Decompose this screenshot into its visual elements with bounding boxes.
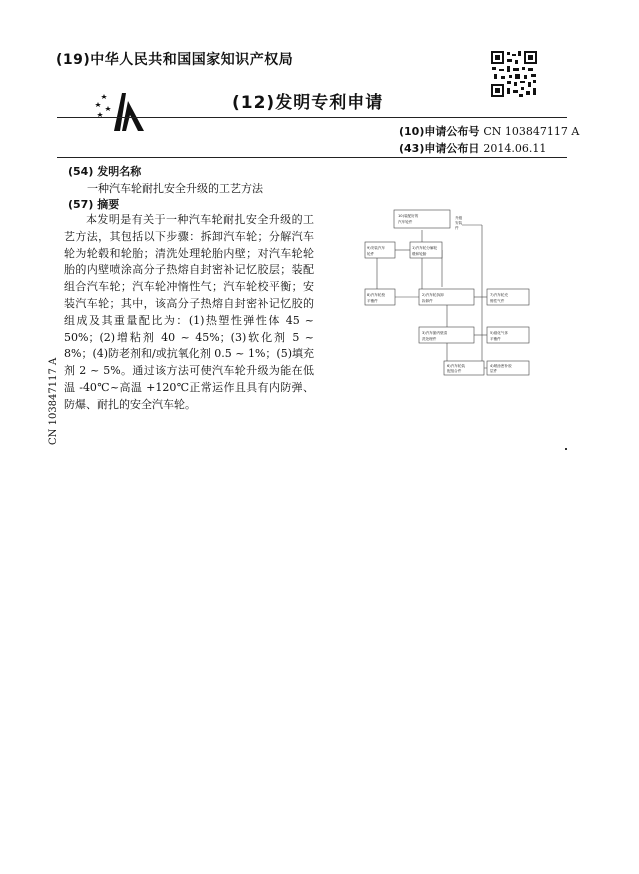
diagram-box-4 bbox=[487, 361, 529, 375]
svg-text:平衡件: 平衡件 bbox=[490, 337, 501, 341]
diagram-box-3 bbox=[419, 327, 474, 343]
header-rule-2 bbox=[57, 157, 567, 158]
svg-text:6)汽车轮装: 6)汽车轮装 bbox=[447, 364, 466, 368]
title-heading: (54) 发明名称 bbox=[68, 165, 142, 178]
publication-date-value: 2014.06.11 bbox=[483, 142, 547, 155]
publication-number-value: CN 103847117 A bbox=[483, 125, 580, 138]
svg-text:10)装配好的: 10)装配好的 bbox=[398, 214, 419, 218]
svg-text:轮件: 轮件 bbox=[367, 252, 375, 256]
svg-text:毂和轮胎: 毂和轮胎 bbox=[412, 252, 427, 256]
diagram-box-2 bbox=[419, 289, 474, 305]
svg-text:2)汽车轮拆卸: 2)汽车轮拆卸 bbox=[422, 293, 444, 297]
svg-text:8)汽车轮校: 8)汽车轮校 bbox=[367, 293, 386, 297]
abstract-flow-diagram bbox=[362, 205, 537, 380]
svg-text:层件: 层件 bbox=[490, 369, 498, 373]
diagram-box-6 bbox=[444, 361, 484, 375]
svg-text:3)汽车胎内壁清: 3)汽车胎内壁清 bbox=[422, 331, 448, 335]
publication-number bbox=[399, 123, 579, 139]
svg-text:升级: 升级 bbox=[455, 216, 463, 220]
page-mark bbox=[565, 448, 567, 450]
invention-title: 一种汽车轮耐扎安全升级的工艺方法 bbox=[87, 182, 263, 195]
publication-number-label: (10)申请公布号 bbox=[399, 125, 480, 138]
svg-text:9)安装汽车: 9)安装汽车 bbox=[367, 246, 386, 250]
svg-text:配组合件: 配组合件 bbox=[447, 369, 462, 373]
svg-text:汽车轮件: 汽车轮件 bbox=[398, 220, 413, 224]
svg-text:拆卸件: 拆卸件 bbox=[422, 299, 433, 303]
svg-text:平衡件: 平衡件 bbox=[367, 299, 378, 303]
svg-text:惰性气件: 惰性气件 bbox=[490, 299, 505, 303]
svg-text:1)汽车轮分解轮: 1)汽车轮分解轮 bbox=[412, 246, 438, 250]
diagram-box-9 bbox=[365, 242, 395, 258]
svg-text:5)熔化气体: 5)熔化气体 bbox=[490, 331, 509, 335]
publication-date bbox=[399, 140, 546, 156]
header-rule bbox=[57, 117, 567, 118]
diagram-side-label bbox=[455, 215, 463, 230]
side-publication-number: CN 103847117 A bbox=[48, 357, 59, 445]
document-type: (12)发明专利申请 bbox=[232, 93, 384, 113]
issuing-office: (19)中华人民共和国国家知识产权局 bbox=[56, 52, 294, 68]
qr-code-icon bbox=[490, 50, 538, 98]
diagram-box-10 bbox=[394, 210, 450, 228]
diagram-box-1 bbox=[410, 242, 442, 258]
abstract-heading: (57) 摘要 bbox=[68, 198, 120, 211]
svg-text:7)汽车轮充: 7)汽车轮充 bbox=[490, 293, 509, 297]
diagram-box-5 bbox=[487, 327, 529, 343]
abstract-text: 本发明是有关于一种汽车轮耐扎安全升级的工艺方法，其包括以下步骤：拆卸汽车轮；分解汽车轮为轮毂和轮胎；清洗处理轮胎内壁；对汽车轮轮胎的内壁喷涂高分子热熔自封密补记忆胶层；装配组合汽车轮；汽车轮冲惰性气；汽车轮校平衡；安装汽车轮；其中，该高分子热熔自封密补记忆胶的组成及其重量配比为：(1)热塑性弹性体 45 ~ 50%；(2)增粘剂 40 ~ 45%；(3)软化剂 5 ~ 8%；(4)防老剂和/或抗氧化剂 0.5 ~ 1%；(5)填充剂 2 ~ 5%。通过该方法可使汽车轮升级为能在低温 -40℃~高温 +120℃正常运作且具有内防弹、防爆、耐扎的安全汽车轮。 bbox=[64, 213, 314, 411]
diagram-box-7 bbox=[487, 289, 529, 305]
svg-text:件: 件 bbox=[455, 226, 459, 230]
patent-office-logo-icon bbox=[92, 87, 154, 139]
publication-date-label: (43)申请公布日 bbox=[399, 142, 480, 155]
svg-text:4)喷涂密补胶: 4)喷涂密补胶 bbox=[490, 364, 512, 368]
diagram-box-8 bbox=[365, 289, 395, 305]
svg-text:洗处理件: 洗处理件 bbox=[422, 337, 437, 341]
svg-text:安装: 安装 bbox=[455, 221, 463, 225]
